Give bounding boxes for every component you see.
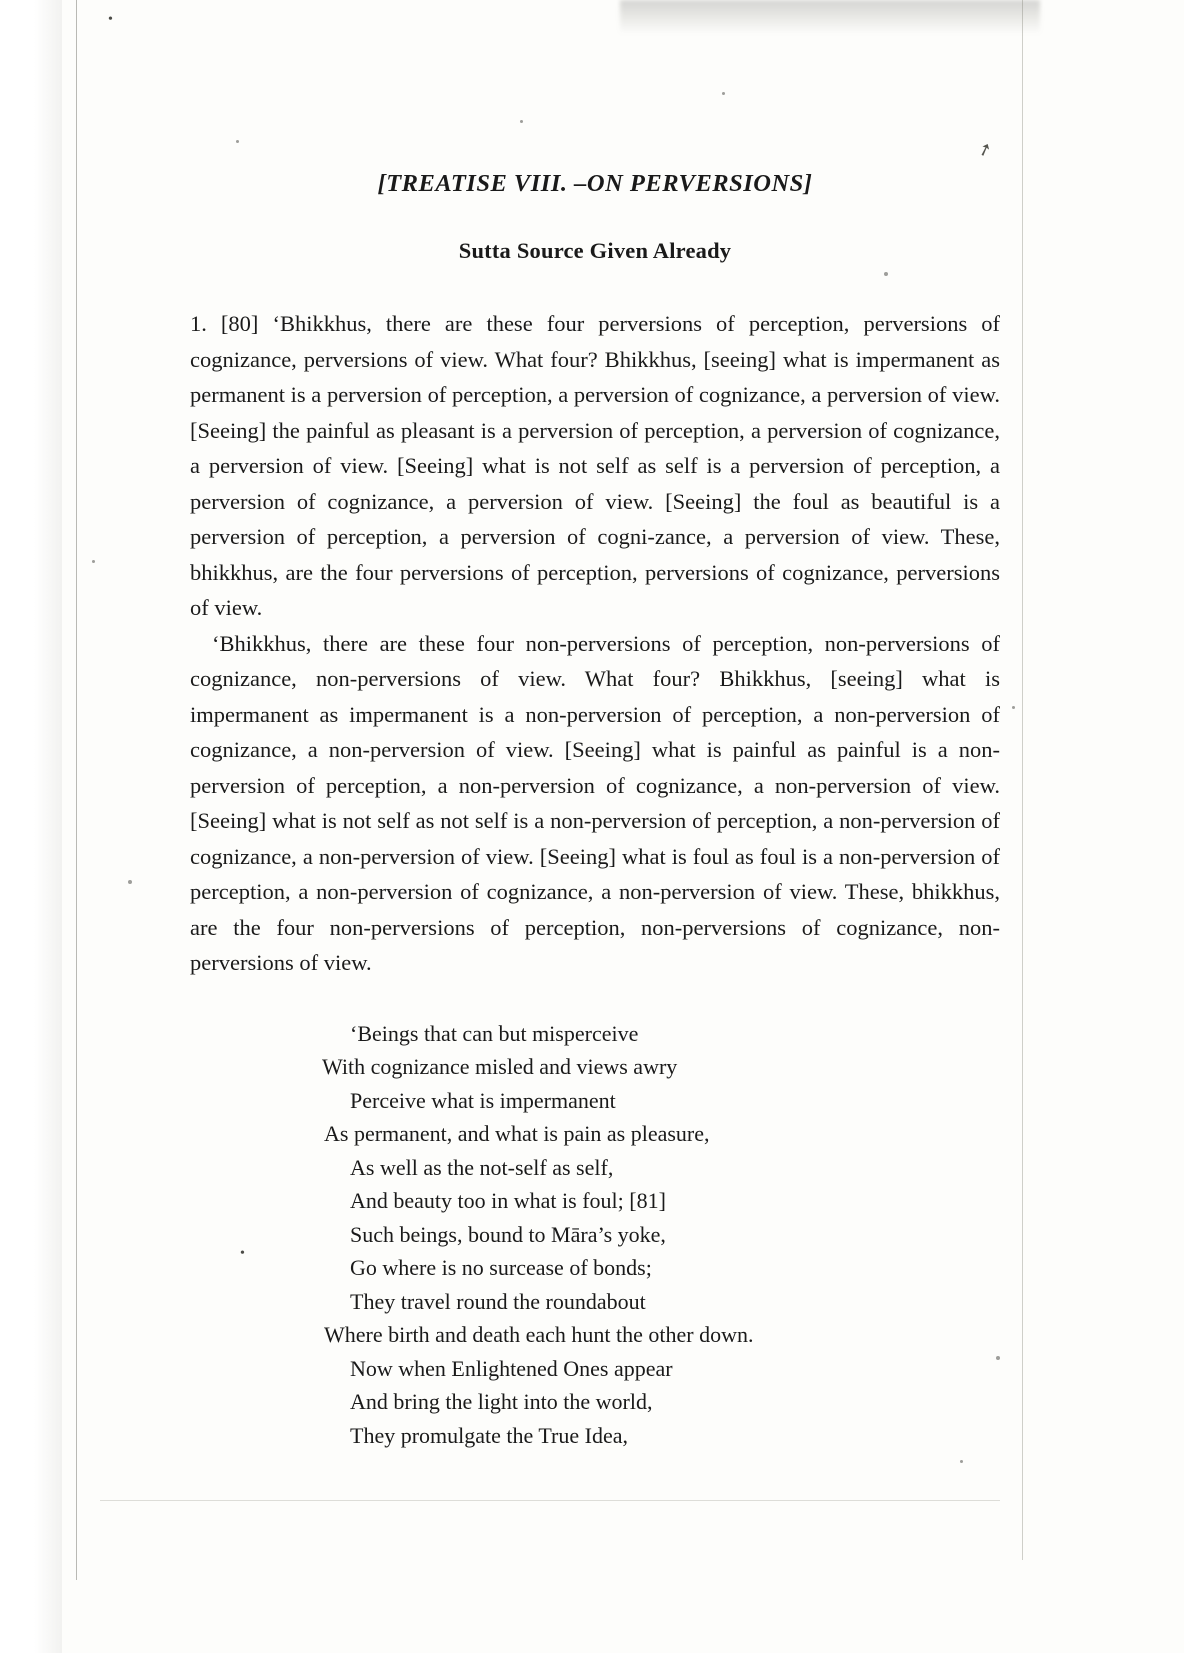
scan-speck bbox=[1012, 706, 1015, 709]
scan-speck bbox=[128, 880, 132, 884]
verse-line: They travel round the roundabout bbox=[350, 1288, 646, 1314]
paragraph-perversions: 1. [80] ‘Bhikkhus, there are these four perversions of perception, perversions of cognizance, perversions of view. What four? Bhikkhus, [seeing] what is impermanent as permanent is a perversion of perception, a perversion of cognizance, a perversion of view. [Seeing] the painful as pleasant is a perversion of perception, a perversion of cognizance, a perversion of view. [Seeing] what is not self as self is a perversion of perception, a perversion of cognizance, a perversion of view. [Seeing] the foul as beautiful is a perversion of perception, a perversion of cogni-zance, a perversion of view. These, bhikkhus, are the four perversions of perception, perversions of cognizance, perversions of view. bbox=[190, 311, 1000, 620]
scan-speck-mark: • bbox=[108, 12, 113, 27]
verse-line: And bring the light into the world, bbox=[350, 1389, 653, 1414]
scan-speck bbox=[236, 140, 239, 143]
verse-line: As well as the not-self as self, bbox=[350, 1154, 614, 1180]
verse-line: Now when Enlightened Ones appear bbox=[350, 1355, 673, 1381]
verse-block bbox=[190, 1017, 1000, 1453]
page-right-rule bbox=[1022, 0, 1023, 1560]
scan-speck bbox=[722, 92, 725, 95]
section-subtitle: Sutta Source Given Already bbox=[458, 238, 732, 263]
scan-speck-mark: • bbox=[240, 1246, 245, 1261]
page-left-rule bbox=[76, 0, 77, 1580]
scan-speck bbox=[520, 120, 523, 123]
verse-line: Go where is no surcease of bonds; bbox=[350, 1255, 652, 1280]
treatise-heading: [TREATISE VIII. –ON PERVERSIONS] bbox=[377, 170, 813, 197]
page-left-edge bbox=[0, 0, 62, 1653]
verse-line: Where birth and death each hunt the other down. bbox=[324, 1322, 754, 1347]
verse-line: And beauty too in what is foul; [81] bbox=[350, 1188, 666, 1213]
page-bottom-rule bbox=[100, 1500, 1000, 1501]
verse-line: As permanent, and what is pain as pleasure, bbox=[324, 1121, 710, 1146]
verse-line: Perceive what is impermanent bbox=[350, 1087, 616, 1113]
paragraph-non-perversions: ‘Bhikkhus, there are these four non-perversions of perception, non-perversions of cognizance, non-perversions of view. What four? Bhikkhus, [seeing] what is impermanent as impermanent is a non-perversion of perception, a non-perversion of cognizance, a non-perversion of view. [Seeing] what is painful as painful is a non-perversion of perception, a non-perversion of cognizance, a non-perversion of view. [Seeing] what is not self as not self is a non-perversion of perception, a non-perversion of cognizance, a non-perversion of view. [Seeing] what is foul as foul is a non-perversion of perception, a non-perversion of cognizance, a non-perversion of view. These, bhikkhus, are the four non-perversions of perception, non-perversions of cognizance, non-perversions of view. bbox=[190, 630, 1000, 975]
verse-line: Such beings, bound to Māra’s yoke, bbox=[350, 1221, 666, 1247]
verse-line: They promulgate the True Idea, bbox=[350, 1422, 628, 1448]
verse-line: With cognizance misled and views awry bbox=[322, 1054, 678, 1079]
scan-smudge bbox=[620, 0, 1040, 34]
scan-speck bbox=[960, 1460, 963, 1463]
scan-speck bbox=[92, 560, 95, 563]
scan-stray-mark: ➚ bbox=[975, 138, 995, 161]
page-content bbox=[190, 170, 1000, 1452]
verse-line: ‘Beings that can but misperceive bbox=[350, 1020, 639, 1046]
